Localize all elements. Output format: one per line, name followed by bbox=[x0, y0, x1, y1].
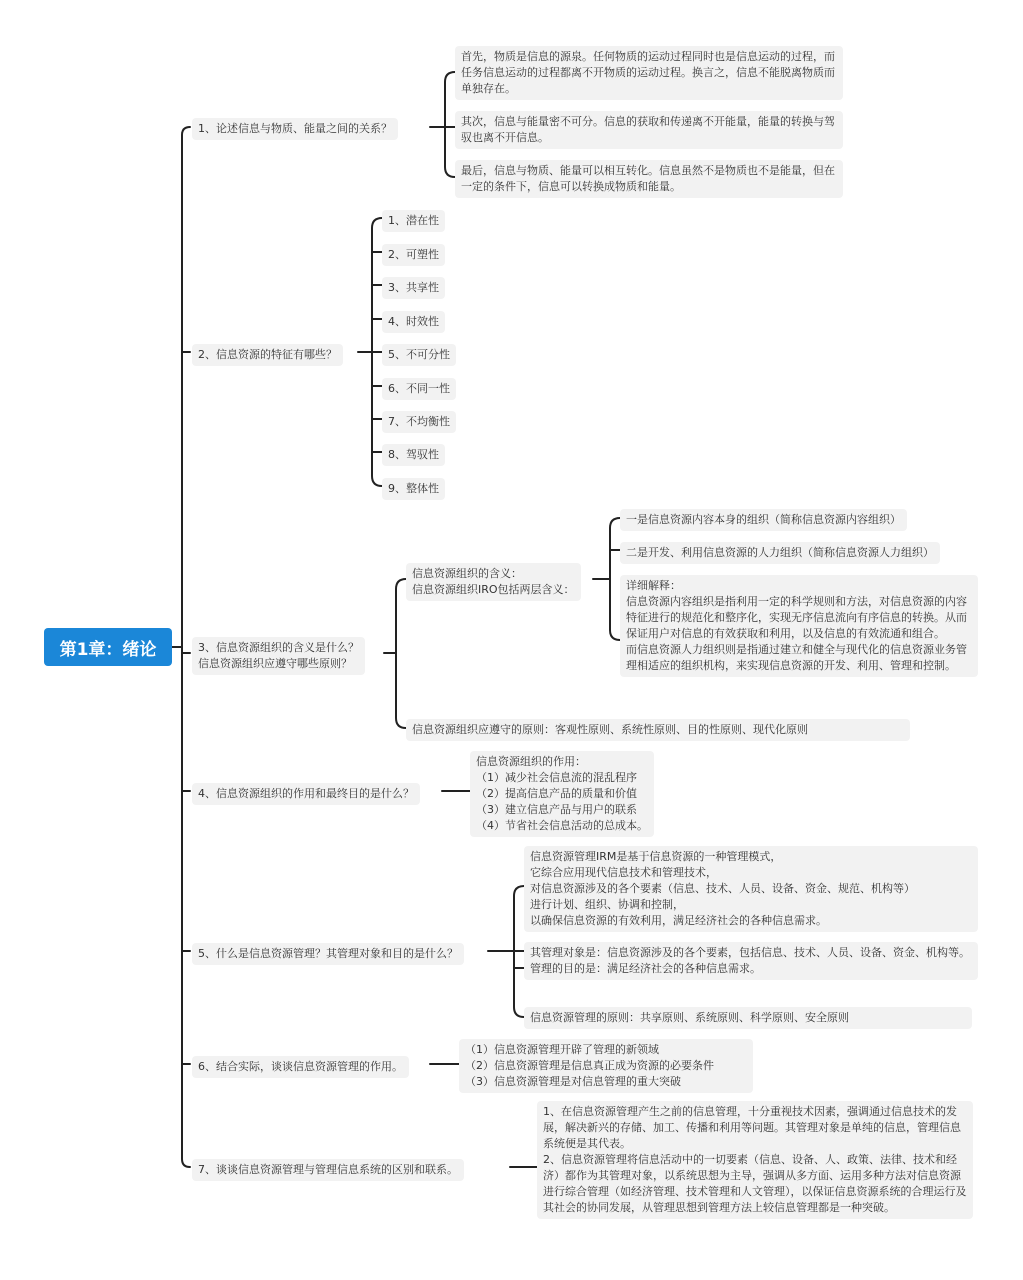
feature-2[interactable]: 2、可塑性 bbox=[382, 244, 445, 266]
feature-6[interactable]: 6、不同一性 bbox=[382, 378, 456, 400]
branch-1-child-3[interactable]: 最后，信息与物质、能量可以相互转化。信息虽然不是物质也不是能量，但在一定的条件下，信息可以转换成物质和能量。 bbox=[455, 160, 843, 198]
feature-4[interactable]: 4、时效性 bbox=[382, 311, 445, 333]
branch-5[interactable]: 5、什么是信息资源管理？其管理对象和目的是什么？ bbox=[192, 943, 464, 965]
feature-9[interactable]: 9、整体性 bbox=[382, 478, 445, 500]
definition-child-1[interactable]: 一是信息资源内容本身的组织（简称信息资源内容组织） bbox=[620, 509, 907, 531]
branch-1-child-2[interactable]: 其次，信息与能量密不可分。信息的获取和传递离不开能量，能量的转换与驾驭也离不开信息。 bbox=[455, 111, 843, 149]
definition-child-2[interactable]: 二是开发、利用信息资源的人力组织（简称信息资源人力组织） bbox=[620, 542, 940, 564]
branch-3-definition[interactable]: 信息资源组织的含义： 信息资源组织IRO包括两层含义： bbox=[406, 563, 581, 601]
branch-4[interactable]: 4、信息资源组织的作用和最终目的是什么？ bbox=[192, 783, 420, 805]
branch-6[interactable]: 6、结合实际，谈谈信息资源管理的作用。 bbox=[192, 1056, 409, 1078]
branch-3[interactable]: 3、信息资源组织的含义是什么？ 信息资源组织应遵守哪些原则？ bbox=[192, 637, 365, 675]
branch-5-child-2[interactable]: 其管理对象是：信息资源涉及的各个要素，包括信息、技术、人员、设备、资金、机构等。 管理的目的是：满足经济社会的各种信息需求。 bbox=[524, 942, 978, 980]
branch-7[interactable]: 7、谈谈信息资源管理与管理信息系统的区别和联系。 bbox=[192, 1159, 464, 1181]
branch-1-child-1[interactable]: 首先，物质是信息的源泉。任何物质的运动过程同时也是信息运动的过程，而任务信息运动的过程都离不开物质的运动过程。换言之，信息不能脱离物质而单独存在。 bbox=[455, 46, 843, 100]
feature-1[interactable]: 1、潜在性 bbox=[382, 210, 445, 232]
branch-5-child-1[interactable]: 信息资源管理IRM是基于信息资源的一种管理模式， 它综合应用现代信息技术和管理技术， 对信息资源涉及的各个要素（信息、技术、人员、设备、资金、规范、机构等） 进行计划、组织、协调和控制， 以确保信息资源的有效利用，满足经济社会的各种信息需求。 bbox=[524, 846, 978, 932]
feature-8[interactable]: 8、驾驭性 bbox=[382, 444, 445, 466]
feature-7[interactable]: 7、不均衡性 bbox=[382, 411, 456, 433]
branch-2[interactable]: 2、信息资源的特征有哪些？ bbox=[192, 344, 343, 366]
branch-7-child-1[interactable]: 1、在信息资源管理产生之前的信息管理，十分重视技术因素，强调通过信息技术的发展，解决新兴的存储、加工、传播和利用等问题。其管理对象是单纯的信息，管理信息系统便是其代表。 2、信息资源管理将信息活动中的一切要素（信息、设备、人、政策、法律、技术和经济）都作为其管理对象，以系统思想为主导，强调从多方面、运用多种方法对信息资源进行综合管理（如经济管理、技术管理和人文管理），以保证信息资源系统的合理运行及其社会的协同发展，从管理思想到管理方法上较信息管理都是一种突破。 bbox=[537, 1101, 973, 1219]
branch-6-child-1[interactable]: （1）信息资源管理开辟了管理的新领域 （2）信息资源管理是信息真正成为资源的必要条件 （3）信息资源管理是对信息管理的重大突破 bbox=[459, 1039, 753, 1093]
branch-4-child-1[interactable]: 信息资源组织的作用： （1）减少社会信息流的混乱程序 （2）提高信息产品的质量和价值 （3）建立信息产品与用户的联系 （4）节省社会信息活动的总成本。 bbox=[470, 751, 654, 837]
root-topic[interactable]: 第1章：绪论 bbox=[44, 628, 172, 666]
feature-5[interactable]: 5、不可分性 bbox=[382, 344, 456, 366]
branch-5-child-3[interactable]: 信息资源管理的原则：共享原则、系统原则、科学原则、安全原则 bbox=[524, 1007, 972, 1029]
feature-3[interactable]: 3、共享性 bbox=[382, 277, 445, 299]
branch-3-principle[interactable]: 信息资源组织应遵守的原则：客观性原则、系统性原则、目的性原则、现代化原则 bbox=[406, 719, 910, 741]
definition-explanation[interactable]: 详细解释： 信息资源内容组织是指利用一定的科学规则和方法，对信息资源的内容特征进行的规范化和整序化，实现无序信息流向有序信息的转换。从而保证用户对信息的有效获取和利用，以及信息的有效流通和组合。 而信息资源人力组织则是指通过建立和健全与现代化的信息资源业务管理相适应的组织机构，来实现信息资源的开发、利用、管理和控制。 bbox=[620, 575, 978, 677]
branch-1[interactable]: 1、论述信息与物质、能量之间的关系？ bbox=[192, 118, 398, 140]
